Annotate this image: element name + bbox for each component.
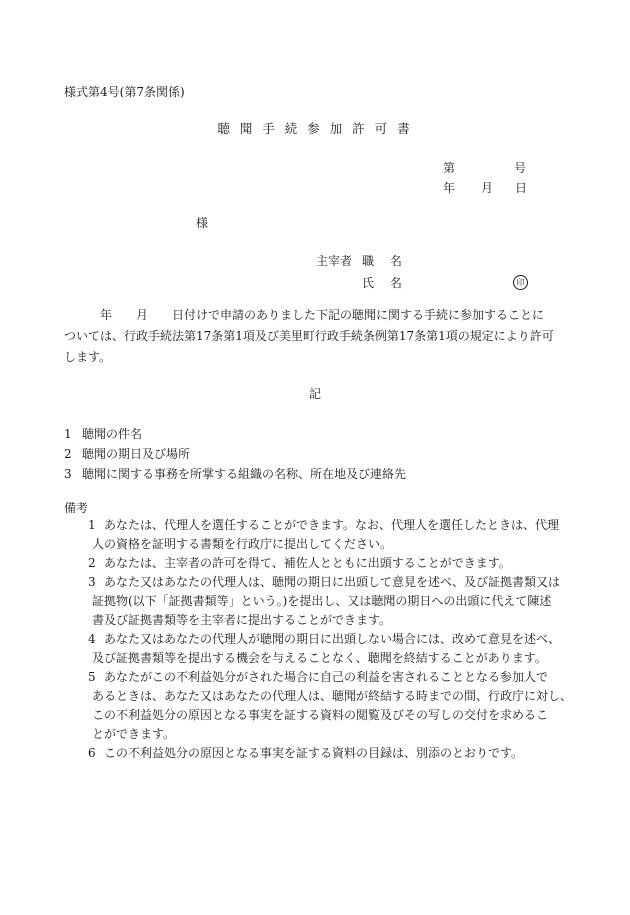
remark-line: この不利益処分の原因となる事実を証する資料の閲覧及びその写しの交付を求めるこ xyxy=(92,708,549,722)
document-number xyxy=(443,162,533,176)
remark-number: 1 xyxy=(88,518,96,532)
date-day: 日 xyxy=(515,181,528,195)
list-item xyxy=(64,464,406,484)
item-list xyxy=(64,424,406,484)
remark-line xyxy=(64,668,574,687)
number-prefix: 第 xyxy=(443,161,456,175)
issue-date xyxy=(443,182,533,196)
remark-line: 書及び証拠書類等を主宰者に提出することができます。 xyxy=(92,613,392,627)
remark-text: あなた又はあなたの代理人が聴聞の期日に出頭しない場合には、改めて意見を述べ、 xyxy=(104,632,561,646)
addressee-honorific: 様 xyxy=(196,216,209,230)
remark-text: この不利益処分の原因となる事実を証する資料の目録は、別添のとおりです。 xyxy=(104,746,524,760)
date-year: 年 xyxy=(443,181,456,195)
remark-line xyxy=(64,630,574,649)
note-heading: 記 xyxy=(308,387,321,401)
remarks-heading: 備考 xyxy=(64,501,89,515)
remark-number: 6 xyxy=(88,746,96,760)
organizer-label: 主宰者 xyxy=(316,254,353,268)
remark-number: 4 xyxy=(88,632,96,646)
body-line: 年 月 日付けで申請のありました下記の聴聞に関する手続に参加することに xyxy=(64,308,545,322)
remark-number: 2 xyxy=(88,556,96,570)
remark-line xyxy=(64,554,574,573)
remarks-list xyxy=(64,516,574,763)
seal-mark: 印 xyxy=(513,275,528,290)
item-number: 3 xyxy=(64,467,72,481)
form-number: 様式第4号(第7条関係) xyxy=(64,85,185,99)
remark-line: とができます。 xyxy=(92,727,176,741)
remark-text: あなたがこの不利益処分がされた場合に自己の利益を害されることとなる参加人で xyxy=(104,670,549,684)
remark-line xyxy=(64,744,574,763)
item-text: 聴聞の期日及び場所 xyxy=(82,447,191,461)
number-suffix: 号 xyxy=(514,161,527,175)
remark-line: 及び証拠書類等を提出する機会を与えることなく、聴聞を終結することがあります。 xyxy=(92,651,547,665)
remark-number: 5 xyxy=(88,670,96,684)
body-line: します。 xyxy=(64,350,112,364)
job-title-label: 職 名 xyxy=(362,254,408,268)
item-text: 聴聞の件名 xyxy=(82,427,143,441)
item-text: 聴聞に関する事務を所掌する組織の名称、所在地及び連絡先 xyxy=(82,467,407,481)
list-item xyxy=(64,444,406,464)
remark-text: あなたは、主宰者の許可を得て、補佐人とともに出頭することができます。 xyxy=(104,556,511,570)
remark-line: あるときは、あなた又はあなたの代理人は、聴聞が終結する時までの間、行政庁に対し、 xyxy=(92,689,573,703)
remark-number: 3 xyxy=(88,575,96,589)
remark-line: 人の資格を証明する書類を行政庁に提出してください。 xyxy=(92,537,393,551)
list-item xyxy=(64,424,406,444)
remark-text: あなたは、代理人を選任することができます。なお、代理人を選任したときは、代理 xyxy=(104,518,560,532)
name-label: 氏 名 xyxy=(362,276,408,290)
body-line: ついては、行政手続法第17条第1項及び美里町行政手続条例第17条第1項の規定により許可 xyxy=(64,329,554,343)
document-title: 聴 聞 手 続 参 加 許 可 書 xyxy=(217,121,413,136)
date-month: 月 xyxy=(481,181,494,195)
remark-line: 証拠物(以下「証拠書類等」という。)を提出し、又は聴聞の期日への出頭に代えて陳述 xyxy=(92,594,552,608)
item-number: 2 xyxy=(64,447,72,461)
remark-line xyxy=(64,573,574,592)
item-number: 1 xyxy=(64,427,72,441)
body-paragraph xyxy=(64,305,564,368)
remark-line xyxy=(64,516,574,535)
remark-text: あなた又はあなたの代理人は、聴聞の期日に出頭して意見を述べ、及び証拠書類又は xyxy=(104,575,561,589)
